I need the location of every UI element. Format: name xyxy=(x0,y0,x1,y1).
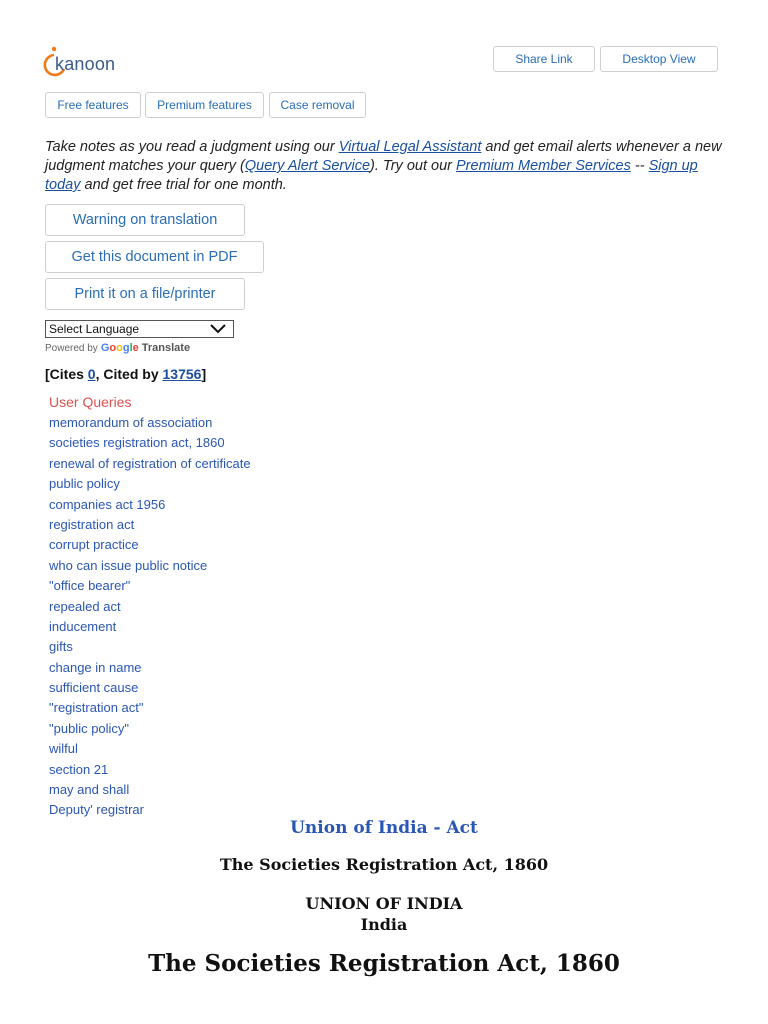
user-query-link[interactable]: "public policy" xyxy=(49,720,130,736)
document-author xyxy=(0,893,768,935)
user-queries-list xyxy=(49,413,251,821)
user-query-link[interactable]: societies registration act, 1860 xyxy=(49,435,225,451)
print-button[interactable] xyxy=(45,278,245,310)
user-query-link[interactable]: renewal of registration of certificate xyxy=(49,455,251,471)
print-label: Print it on a file/printer xyxy=(74,286,216,302)
user-query-link[interactable]: wilful xyxy=(49,741,78,757)
user-query-link[interactable]: companies act 1956 xyxy=(49,496,166,512)
virtual-legal-assistant-link[interactable]: Virtual Legal Assistant xyxy=(338,139,482,155)
promo-text-part: and get free trial for one month. xyxy=(80,177,287,193)
user-query-link[interactable]: corrupt practice xyxy=(49,537,139,553)
get-pdf-button[interactable] xyxy=(45,241,264,273)
case-removal-label: Case removal xyxy=(280,98,355,112)
cites-prefix: [Cites xyxy=(45,366,88,382)
user-query-link[interactable]: who can issue public notice xyxy=(49,557,208,573)
promo-text-part: -- xyxy=(630,158,649,174)
cited-by-prefix: , Cited by xyxy=(95,366,163,382)
user-query-link[interactable]: memorandum of association xyxy=(49,415,213,430)
cites-suffix: ] xyxy=(201,366,207,382)
document-source: Union of India - Act xyxy=(290,818,478,838)
case-removal-button[interactable] xyxy=(269,92,366,118)
promo-text xyxy=(45,138,735,195)
google-logo: Google xyxy=(100,342,139,354)
language-select-value: Select Language xyxy=(49,322,140,336)
cites-link[interactable]: 0 xyxy=(87,366,96,382)
user-query-link[interactable]: may and shall xyxy=(49,782,130,798)
sign-up-link[interactable]: Sign up today xyxy=(45,158,698,193)
document-title: The Societies Registration Act, 1860 xyxy=(219,855,549,874)
free-features-label: Free features xyxy=(57,98,129,112)
premium-member-services-link[interactable]: Premium Member Services xyxy=(456,158,631,174)
document-author-line: India xyxy=(360,915,408,934)
user-query-link[interactable]: inducement xyxy=(49,618,117,634)
document-author-line: UNION OF INDIA xyxy=(305,894,463,913)
language-select[interactable] xyxy=(45,320,234,338)
user-query-link[interactable]: Deputy' registrar xyxy=(49,802,144,818)
user-query-link[interactable]: gifts xyxy=(49,639,73,655)
site-logo[interactable] xyxy=(43,44,115,80)
get-pdf-label: Get this document in PDF xyxy=(71,249,238,265)
desktop-view-label: Desktop View xyxy=(622,52,696,66)
user-query-link[interactable]: registration act xyxy=(49,516,135,532)
free-features-button[interactable] xyxy=(45,92,141,118)
warning-on-translation-label: Warning on translation xyxy=(72,212,218,228)
query-alert-service-link[interactable]: Query Alert Service xyxy=(244,158,371,174)
user-query-link[interactable]: "registration act" xyxy=(49,700,144,716)
user-query-link[interactable]: sufficient cause xyxy=(49,680,139,696)
logo-text: kanoon xyxy=(55,53,116,74)
share-link-label: Share Link xyxy=(515,52,573,66)
premium-features-label: Premium features xyxy=(157,98,252,112)
user-query-link[interactable]: repealed act xyxy=(49,598,121,614)
user-query-link[interactable]: "office bearer" xyxy=(49,578,131,594)
cited-by-link[interactable]: 13756 xyxy=(162,366,202,382)
desktop-view-button[interactable] xyxy=(600,46,718,72)
user-query-link[interactable]: change in name xyxy=(49,659,142,675)
premium-features-button[interactable] xyxy=(145,92,264,118)
document-heading: The Societies Registration Act, 1860 xyxy=(148,950,620,977)
powered-by-text: Powered by xyxy=(45,342,98,354)
user-query-link[interactable]: section 21 xyxy=(49,761,109,777)
warning-on-translation-button[interactable] xyxy=(45,204,245,236)
chevron-down-icon xyxy=(209,324,227,334)
powered-by-google-translate xyxy=(45,342,190,354)
user-query-link[interactable]: public policy xyxy=(49,476,120,492)
promo-text-part: and get email alerts whenever a new judgment matches your query ( xyxy=(45,139,722,174)
citation-counts xyxy=(45,366,206,382)
promo-text-part: ). Try out our xyxy=(370,158,456,174)
share-link-button[interactable] xyxy=(493,46,595,72)
user-queries-title: User Queries xyxy=(49,394,132,410)
promo-text-part: Take notes as you read a judgment using our xyxy=(45,139,339,155)
translate-link[interactable]: Translate xyxy=(141,342,191,354)
